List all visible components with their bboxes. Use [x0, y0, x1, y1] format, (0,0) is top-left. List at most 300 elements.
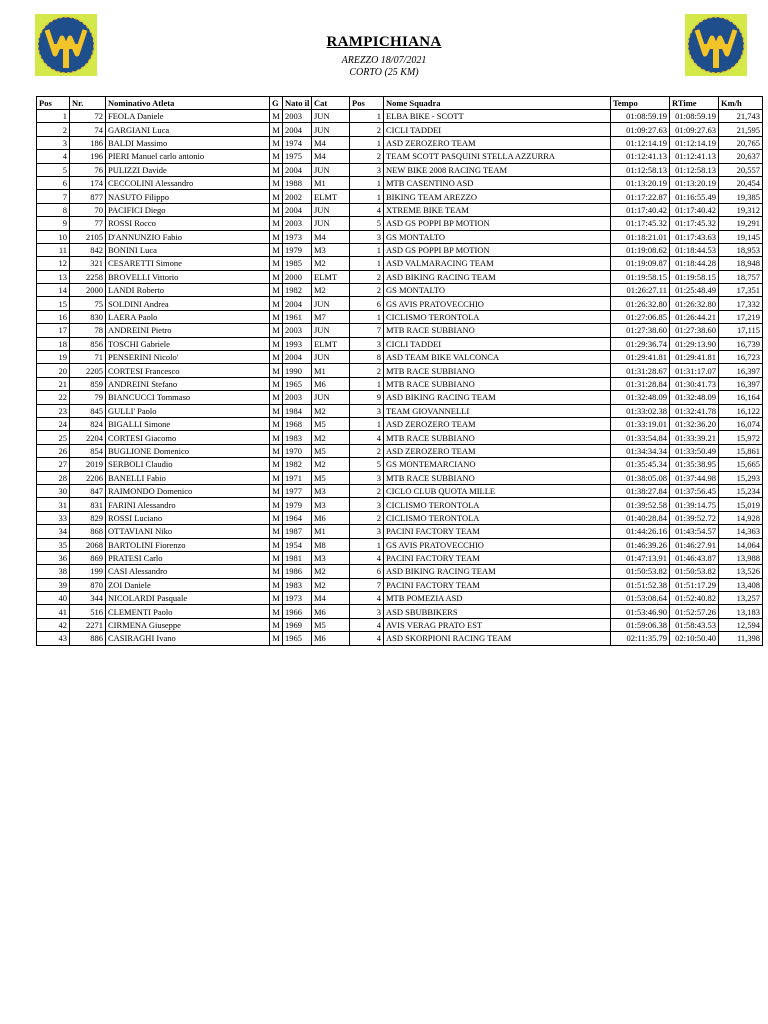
rtime-cell: 01:33:39.21	[670, 431, 719, 444]
born-cell: 1993	[283, 337, 312, 350]
cat-pos-cell: 1	[350, 257, 384, 270]
born-cell: 1987	[283, 525, 312, 538]
pos-cell: 7	[37, 190, 70, 203]
athlete-cell: PIERI Manuel carlo antonio	[106, 150, 270, 163]
time-cell: 01:38:05.08	[611, 471, 670, 484]
cat-cell: M7	[312, 310, 350, 323]
cat-cell: M3	[312, 243, 350, 256]
athlete-cell: PACIFICI Diego	[106, 203, 270, 216]
born-cell: 1981	[283, 551, 312, 564]
col-header-nr: Nr.	[70, 97, 106, 110]
gender-cell: M	[270, 444, 283, 457]
team-cell: ELBA BIKE - SCOTT	[384, 110, 611, 123]
table-row	[37, 471, 763, 484]
time-cell: 01:13:20.19	[611, 176, 670, 189]
athlete-cell: CLEMENTI Paolo	[106, 605, 270, 618]
speed-cell: 19,291	[719, 217, 763, 230]
pos-cell: 8	[37, 203, 70, 216]
rtime-cell: 01:37:56.45	[670, 484, 719, 497]
pos-cell: 10	[37, 230, 70, 243]
gender-cell: M	[270, 364, 283, 377]
bib-cell: 2258	[70, 270, 106, 283]
cat-pos-cell: 2	[350, 444, 384, 457]
bib-cell: 75	[70, 297, 106, 310]
bib-cell: 186	[70, 136, 106, 149]
time-cell: 01:27:38.60	[611, 324, 670, 337]
speed-cell: 14,928	[719, 511, 763, 524]
cat-cell: M4	[312, 150, 350, 163]
athlete-cell: ZOI Daniele	[106, 578, 270, 591]
col-header-speed: Km/h	[719, 97, 763, 110]
born-cell: 1966	[283, 605, 312, 618]
gender-cell: M	[270, 270, 283, 283]
cat-cell: M3	[312, 498, 350, 511]
speed-cell: 19,145	[719, 230, 763, 243]
gender-cell: M	[270, 310, 283, 323]
rtime-cell: 01:17:40.42	[670, 203, 719, 216]
gender-cell: M	[270, 257, 283, 270]
team-cell: GS MONTALTO	[384, 284, 611, 297]
speed-cell: 16,739	[719, 337, 763, 350]
born-cell: 1973	[283, 592, 312, 605]
bib-cell: 856	[70, 337, 106, 350]
event-location-date: AREZZO 18/07/2021	[341, 55, 427, 66]
time-cell: 01:09:27.63	[611, 123, 670, 136]
bib-cell: 174	[70, 176, 106, 189]
cat-cell: M2	[312, 404, 350, 417]
cat-pos-cell: 1	[350, 310, 384, 323]
time-cell: 01:40:28.84	[611, 511, 670, 524]
athlete-cell: BARTOLINI Fiorenzo	[106, 538, 270, 551]
table-row	[37, 110, 763, 123]
gender-cell: M	[270, 230, 283, 243]
pos-cell: 21	[37, 377, 70, 390]
rtime-cell: 01:18:44.28	[670, 257, 719, 270]
team-cell: ASD BIKING RACING TEAM	[384, 270, 611, 283]
rtime-cell: 01:17:43.63	[670, 230, 719, 243]
gender-cell: M	[270, 565, 283, 578]
athlete-cell: FARINI Alessandro	[106, 498, 270, 511]
cat-cell: JUN	[312, 163, 350, 176]
bib-cell: 2000	[70, 284, 106, 297]
athlete-cell: GARGIANI Luca	[106, 123, 270, 136]
cat-cell: M2	[312, 578, 350, 591]
gender-cell: M	[270, 484, 283, 497]
gender-cell: M	[270, 551, 283, 564]
pos-cell: 26	[37, 444, 70, 457]
speed-cell: 15,293	[719, 471, 763, 484]
col-header-time: Tempo	[611, 97, 670, 110]
table-row	[37, 230, 763, 243]
born-cell: 1971	[283, 471, 312, 484]
gender-cell: M	[270, 632, 283, 645]
gender-cell: M	[270, 190, 283, 203]
bib-cell: 870	[70, 578, 106, 591]
rtime-cell: 01:18:44.53	[670, 243, 719, 256]
team-cell: MTB RACE SUBBIANO	[384, 377, 611, 390]
gender-cell: M	[270, 297, 283, 310]
col-header-cat: Cat	[312, 97, 350, 110]
cat-pos-cell: 5	[350, 458, 384, 471]
rtime-cell: 01:33:50.49	[670, 444, 719, 457]
pos-cell: 12	[37, 257, 70, 270]
col-header-born: Nato il	[283, 97, 312, 110]
speed-cell: 19,385	[719, 190, 763, 203]
speed-cell: 15,234	[719, 484, 763, 497]
speed-cell: 19,312	[719, 203, 763, 216]
time-cell: 01:59:06.38	[611, 618, 670, 631]
speed-cell: 14,363	[719, 525, 763, 538]
rtime-cell: 01:17:45.32	[670, 217, 719, 230]
gender-cell: M	[270, 578, 283, 591]
table-row	[37, 484, 763, 497]
pos-cell: 39	[37, 578, 70, 591]
col-header-gender: G	[270, 97, 283, 110]
cat-cell: JUN	[312, 324, 350, 337]
team-cell: CICLI TADDEI	[384, 123, 611, 136]
cat-cell: M4	[312, 592, 350, 605]
pos-cell: 14	[37, 284, 70, 297]
cat-cell: M3	[312, 484, 350, 497]
speed-cell: 16,122	[719, 404, 763, 417]
rtime-cell: 01:39:52.72	[670, 511, 719, 524]
pos-cell: 4	[37, 150, 70, 163]
page-title: RAMPICHIANA	[326, 34, 442, 50]
born-cell: 2004	[283, 297, 312, 310]
cat-pos-cell: 2	[350, 511, 384, 524]
rtime-cell: 02:10:50.40	[670, 632, 719, 645]
cat-cell: M2	[312, 458, 350, 471]
athlete-cell: CORTESI Giacomo	[106, 431, 270, 444]
rtime-cell: 01:32:41.78	[670, 404, 719, 417]
cat-cell: ELMT	[312, 190, 350, 203]
bib-cell: 845	[70, 404, 106, 417]
cat-cell: M5	[312, 618, 350, 631]
pos-cell: 22	[37, 391, 70, 404]
bib-cell: 831	[70, 498, 106, 511]
time-cell: 01:53:08.64	[611, 592, 670, 605]
team-cell: NEW BIKE 2008 RACING TEAM	[384, 163, 611, 176]
rtime-cell: 01:32:36.20	[670, 417, 719, 430]
time-cell: 01:17:40.42	[611, 203, 670, 216]
team-cell: CICLI TADDEI	[384, 337, 611, 350]
time-cell: 01:17:45.32	[611, 217, 670, 230]
table-row	[37, 176, 763, 189]
table-row	[37, 310, 763, 323]
bib-cell: 2206	[70, 471, 106, 484]
bib-cell: 886	[70, 632, 106, 645]
cat-cell: JUN	[312, 351, 350, 364]
bib-cell: 72	[70, 110, 106, 123]
gender-cell: M	[270, 391, 283, 404]
rtime-cell: 01:12:41.13	[670, 150, 719, 163]
team-cell: BIKING TEAM AREZZO	[384, 190, 611, 203]
time-cell: 01:31:28.67	[611, 364, 670, 377]
time-cell: 01:44:26.16	[611, 525, 670, 538]
cat-pos-cell: 7	[350, 324, 384, 337]
athlete-cell: CECCOLINI Alessandro	[106, 176, 270, 189]
cat-cell: M5	[312, 417, 350, 430]
table-row	[37, 377, 763, 390]
rtime-cell: 01:37:44.98	[670, 471, 719, 484]
pos-cell: 25	[37, 431, 70, 444]
cat-cell: M1	[312, 176, 350, 189]
results-table	[36, 96, 763, 646]
bib-cell: 2019	[70, 458, 106, 471]
born-cell: 2003	[283, 217, 312, 230]
cat-pos-cell: 6	[350, 565, 384, 578]
pos-cell: 9	[37, 217, 70, 230]
col-header-rtime: RTime	[670, 97, 719, 110]
born-cell: 1973	[283, 230, 312, 243]
speed-cell: 18,757	[719, 270, 763, 283]
table-row	[37, 243, 763, 256]
table-row	[37, 632, 763, 645]
table-row	[37, 391, 763, 404]
pos-cell: 18	[37, 337, 70, 350]
athlete-cell: CIRMENA Giuseppe	[106, 618, 270, 631]
athlete-cell: ROSSI Luciano	[106, 511, 270, 524]
cat-pos-cell: 9	[350, 391, 384, 404]
team-cell: MTB RACE SUBBIANO	[384, 431, 611, 444]
team-cell: TEAM GIOVANNELLI	[384, 404, 611, 417]
table-row	[37, 364, 763, 377]
speed-cell: 18,953	[719, 243, 763, 256]
athlete-cell: GULLI' Paolo	[106, 404, 270, 417]
bib-cell: 824	[70, 417, 106, 430]
born-cell: 2000	[283, 270, 312, 283]
team-cell: MTB RACE SUBBIANO	[384, 471, 611, 484]
cat-pos-cell: 1	[350, 110, 384, 123]
athlete-cell: ANDREINI Stefano	[106, 377, 270, 390]
time-cell: 01:26:27.11	[611, 284, 670, 297]
gender-cell: M	[270, 431, 283, 444]
born-cell: 1990	[283, 364, 312, 377]
cat-cell: M6	[312, 605, 350, 618]
gender-cell: M	[270, 337, 283, 350]
bib-cell: 344	[70, 592, 106, 605]
cat-pos-cell: 3	[350, 525, 384, 538]
table-row	[37, 337, 763, 350]
cat-pos-cell: 4	[350, 431, 384, 444]
table-row	[37, 525, 763, 538]
athlete-cell: ROSSI Rocco	[106, 217, 270, 230]
team-cell: ASD SKORPIONI RACING TEAM	[384, 632, 611, 645]
pos-cell: 15	[37, 297, 70, 310]
rtime-cell: 01:16:55.49	[670, 190, 719, 203]
bib-cell: 2204	[70, 431, 106, 444]
cat-cell: M5	[312, 471, 350, 484]
gender-cell: M	[270, 217, 283, 230]
speed-cell: 16,074	[719, 417, 763, 430]
table-row	[37, 431, 763, 444]
gender-cell: M	[270, 417, 283, 430]
table-row	[37, 498, 763, 511]
team-cell: CICLISMO TERONTOLA	[384, 498, 611, 511]
cat-pos-cell: 4	[350, 551, 384, 564]
time-cell: 01:29:41.81	[611, 351, 670, 364]
cat-pos-cell: 1	[350, 538, 384, 551]
cat-pos-cell: 1	[350, 176, 384, 189]
time-cell: 01:50:53.82	[611, 565, 670, 578]
born-cell: 1974	[283, 136, 312, 149]
speed-cell: 15,972	[719, 431, 763, 444]
cat-cell: JUN	[312, 217, 350, 230]
time-cell: 01:19:09.87	[611, 257, 670, 270]
athlete-cell: CESARETTI Simone	[106, 257, 270, 270]
rtime-cell: 01:09:27.63	[670, 123, 719, 136]
table-row	[37, 511, 763, 524]
cat-pos-cell: 3	[350, 605, 384, 618]
bib-cell: 199	[70, 565, 106, 578]
born-cell: 1968	[283, 417, 312, 430]
bib-cell: 2068	[70, 538, 106, 551]
bib-cell: 830	[70, 310, 106, 323]
athlete-cell: BUGLIONE Domenico	[106, 444, 270, 457]
bib-cell: 869	[70, 551, 106, 564]
cat-cell: M8	[312, 538, 350, 551]
time-cell: 01:51:52.38	[611, 578, 670, 591]
table-row	[37, 136, 763, 149]
pos-cell: 2	[37, 123, 70, 136]
born-cell: 1975	[283, 150, 312, 163]
rtime-cell: 01:12:58.13	[670, 163, 719, 176]
cat-cell: M2	[312, 431, 350, 444]
col-header-cat-pos: Pos	[350, 97, 384, 110]
bib-cell: 847	[70, 484, 106, 497]
speed-cell: 20,557	[719, 163, 763, 176]
pos-cell: 20	[37, 364, 70, 377]
cat-cell: ELMT	[312, 270, 350, 283]
pos-cell: 19	[37, 351, 70, 364]
table-row	[37, 270, 763, 283]
gender-cell: M	[270, 538, 283, 551]
cat-pos-cell: 3	[350, 337, 384, 350]
born-cell: 1986	[283, 565, 312, 578]
cat-pos-cell: 7	[350, 578, 384, 591]
born-cell: 1979	[283, 243, 312, 256]
cat-pos-cell: 3	[350, 404, 384, 417]
pos-cell: 41	[37, 605, 70, 618]
speed-cell: 15,861	[719, 444, 763, 457]
title-block	[0, 34, 768, 78]
team-cell: PACINI FACTORY TEAM	[384, 551, 611, 564]
cat-cell: JUN	[312, 203, 350, 216]
pos-cell: 35	[37, 538, 70, 551]
team-cell: ASD ZEROZERO TEAM	[384, 136, 611, 149]
speed-cell: 21,743	[719, 110, 763, 123]
bib-cell: 71	[70, 351, 106, 364]
born-cell: 2004	[283, 203, 312, 216]
speed-cell: 16,723	[719, 351, 763, 364]
speed-cell: 13,526	[719, 565, 763, 578]
team-cell: CICLO CLUB QUOTA MILLE	[384, 484, 611, 497]
time-cell: 02:11:35.79	[611, 632, 670, 645]
speed-cell: 13,257	[719, 592, 763, 605]
rtime-cell: 01:39:14.75	[670, 498, 719, 511]
cat-pos-cell: 2	[350, 123, 384, 136]
pos-cell: 33	[37, 511, 70, 524]
table-row	[37, 217, 763, 230]
rtime-cell: 01:52:57.26	[670, 605, 719, 618]
team-cell: ASD BIKING RACING TEAM	[384, 565, 611, 578]
table-row	[37, 618, 763, 631]
cat-pos-cell: 1	[350, 417, 384, 430]
athlete-cell: FEOLA Daniele	[106, 110, 270, 123]
gender-cell: M	[270, 150, 283, 163]
athlete-cell: NICOLARDI Pasquale	[106, 592, 270, 605]
cat-pos-cell: 4	[350, 203, 384, 216]
cat-pos-cell: 2	[350, 150, 384, 163]
gender-cell: M	[270, 176, 283, 189]
gender-cell: M	[270, 592, 283, 605]
pos-cell: 34	[37, 525, 70, 538]
pos-cell: 27	[37, 458, 70, 471]
cat-cell: JUN	[312, 110, 350, 123]
bib-cell: 78	[70, 324, 106, 337]
bib-cell: 877	[70, 190, 106, 203]
time-cell: 01:17:22.87	[611, 190, 670, 203]
table-row	[37, 565, 763, 578]
pos-cell: 24	[37, 417, 70, 430]
athlete-cell: BALDI Massimo	[106, 136, 270, 149]
born-cell: 1988	[283, 176, 312, 189]
bib-cell: 74	[70, 123, 106, 136]
athlete-cell: BIANCUCCI Tommaso	[106, 391, 270, 404]
rtime-cell: 01:08:59.19	[670, 110, 719, 123]
gender-cell: M	[270, 351, 283, 364]
cat-pos-cell: 2	[350, 364, 384, 377]
pos-cell: 5	[37, 163, 70, 176]
cat-pos-cell: 1	[350, 190, 384, 203]
team-cell: ASD TEAM BIKE VALCONCA	[384, 351, 611, 364]
table-row	[37, 257, 763, 270]
pos-cell: 31	[37, 498, 70, 511]
team-cell: MTB RACE SUBBIANO	[384, 364, 611, 377]
speed-cell: 15,665	[719, 458, 763, 471]
cat-cell: M1	[312, 525, 350, 538]
event-distance: CORTO (25 KM)	[349, 67, 419, 78]
team-cell: PACINI FACTORY TEAM	[384, 578, 611, 591]
col-header-athlete: Nominativo Atleta	[106, 97, 270, 110]
gender-cell: M	[270, 136, 283, 149]
team-cell: MTB RACE SUBBIANO	[384, 324, 611, 337]
cat-cell: M2	[312, 257, 350, 270]
gender-cell: M	[270, 284, 283, 297]
team-cell: ASD ZEROZERO TEAM	[384, 444, 611, 457]
cat-cell: M2	[312, 565, 350, 578]
team-cell: CICLISMO TERONTOLA	[384, 511, 611, 524]
bib-cell: 76	[70, 163, 106, 176]
cat-pos-cell: 4	[350, 618, 384, 631]
time-cell: 01:08:59.19	[611, 110, 670, 123]
born-cell: 1984	[283, 404, 312, 417]
rtime-cell: 01:29:13.90	[670, 337, 719, 350]
pos-cell: 30	[37, 484, 70, 497]
pos-cell: 6	[37, 176, 70, 189]
athlete-cell: BONINI Luca	[106, 243, 270, 256]
time-cell: 01:27:06.85	[611, 310, 670, 323]
time-cell: 01:39:52.58	[611, 498, 670, 511]
born-cell: 1982	[283, 458, 312, 471]
gender-cell: M	[270, 243, 283, 256]
gender-cell: M	[270, 471, 283, 484]
time-cell: 01:47:13.91	[611, 551, 670, 564]
rtime-cell: 01:25:48.49	[670, 284, 719, 297]
gender-cell: M	[270, 511, 283, 524]
pos-cell: 42	[37, 618, 70, 631]
rtime-cell: 01:51:17.29	[670, 578, 719, 591]
